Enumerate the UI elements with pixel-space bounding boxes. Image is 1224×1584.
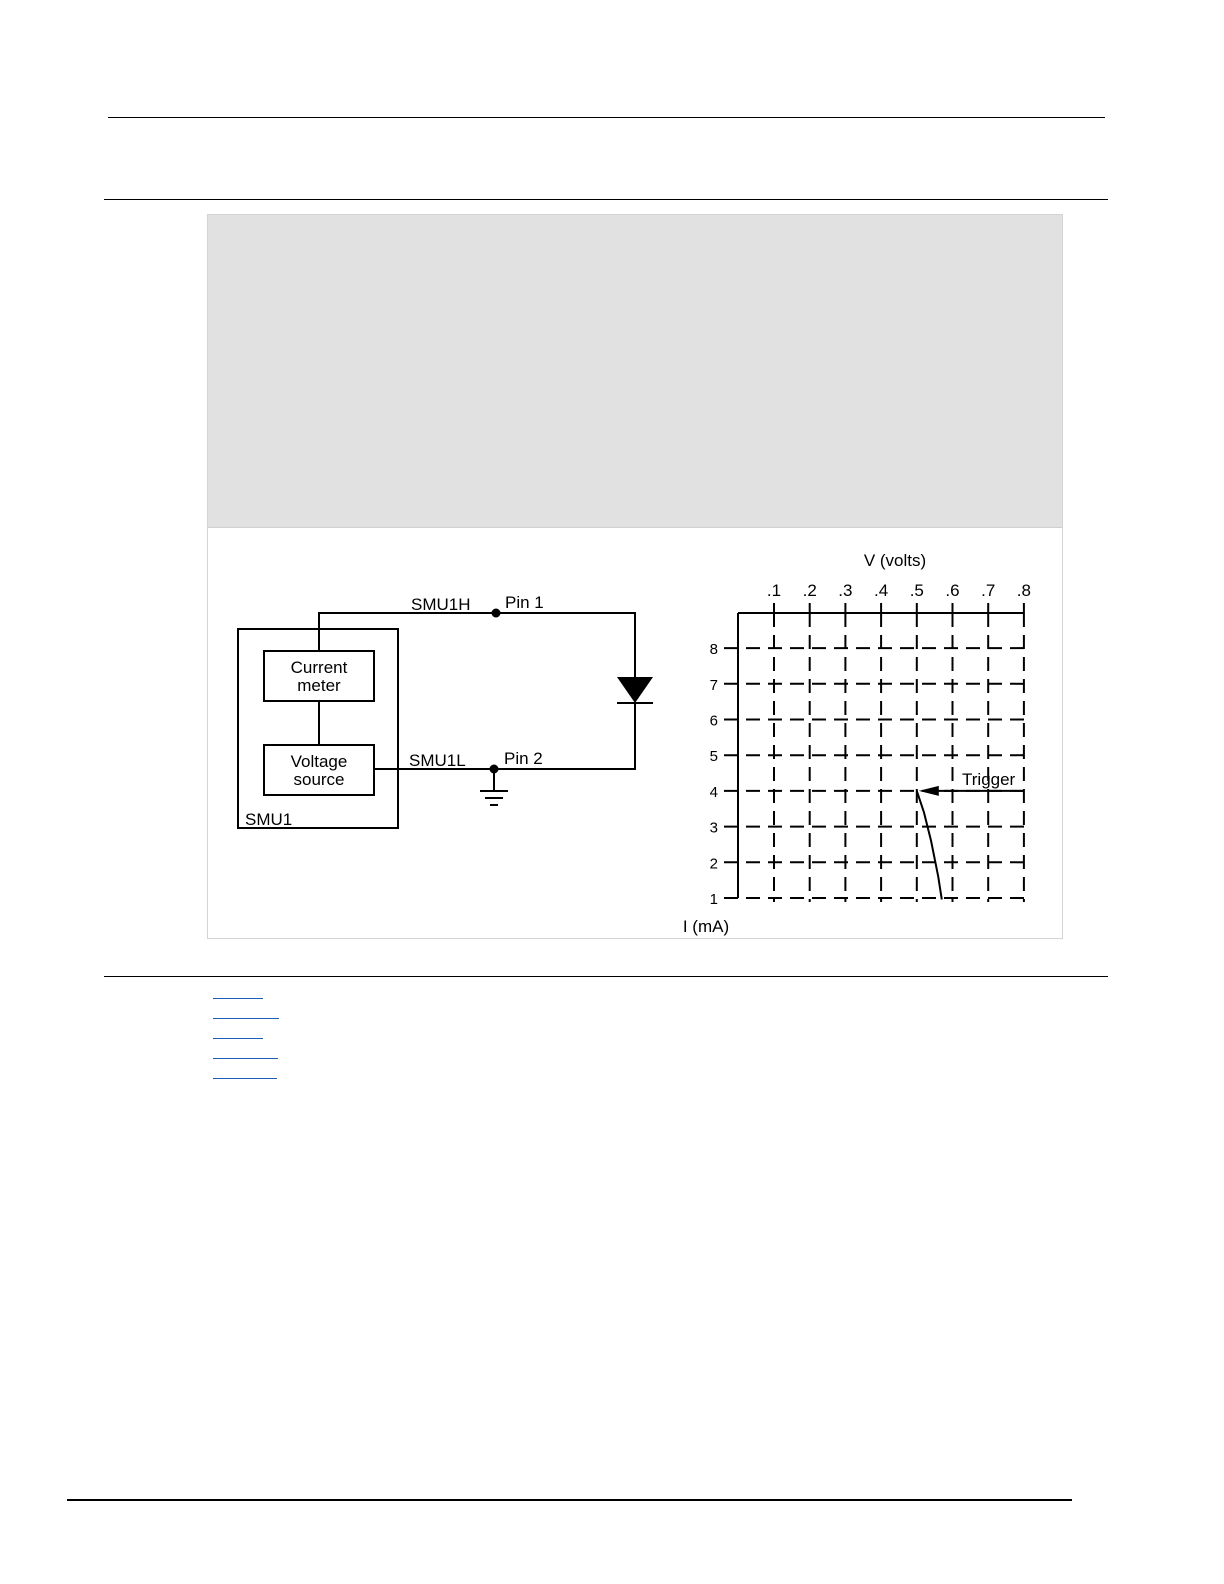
smu-label: SMU1 xyxy=(245,810,293,829)
circuit-schematic xyxy=(238,613,653,828)
x-tick-label: .7 xyxy=(981,581,996,600)
header-rule xyxy=(108,117,1105,118)
y-tick-label: 8 xyxy=(709,641,718,659)
footer-rule xyxy=(67,1499,1072,1501)
section-rule-top xyxy=(104,199,1108,200)
related-link-4[interactable] xyxy=(213,1058,278,1059)
y-tick-label: 7 xyxy=(709,676,718,694)
x-tick-label: .5 xyxy=(909,581,924,600)
y-tick-label: 4 xyxy=(709,783,718,801)
y-tick-label: 6 xyxy=(709,712,718,730)
x-tick-label: .4 xyxy=(874,581,889,600)
iv-plot xyxy=(710,581,1031,908)
y-tick-label: 5 xyxy=(709,748,718,766)
x-tick-label: .1 xyxy=(766,581,782,600)
y-tick-label: 1 xyxy=(709,891,718,908)
figure-svg xyxy=(208,215,1064,940)
voltage-source-label-1: Voltage xyxy=(290,752,348,771)
x-axis-title: V (volts) xyxy=(863,551,927,570)
pin1-node xyxy=(492,609,501,618)
current-meter-label-1: Current xyxy=(290,658,348,677)
related-link-3[interactable] xyxy=(213,1038,263,1039)
related-links xyxy=(213,998,279,1098)
section-rule-bottom xyxy=(104,976,1108,977)
x-tick-label: .3 xyxy=(838,581,853,600)
iv-curve xyxy=(917,791,942,900)
y-tick-label: 2 xyxy=(709,855,718,873)
trigger-label: Trigger xyxy=(962,770,1016,789)
x-tick-label: .6 xyxy=(945,581,960,600)
pin2-node xyxy=(490,765,499,774)
smu-low-label: SMU1L xyxy=(409,751,466,770)
related-link-1[interactable] xyxy=(213,998,263,999)
diode-icon xyxy=(617,677,653,703)
current-meter-label-2: meter xyxy=(297,676,341,695)
x-tick-label: .8 xyxy=(1016,581,1031,600)
y-axis-title: I (mA) xyxy=(682,917,730,936)
x-tick-label: .2 xyxy=(802,581,817,600)
pin2-label: Pin 2 xyxy=(504,749,543,768)
y-tick-label: 3 xyxy=(709,819,718,837)
related-link-5[interactable] xyxy=(213,1078,277,1079)
voltage-source-label-2: source xyxy=(293,770,345,789)
smu-high-label: SMU1H xyxy=(411,595,471,614)
figure-frame xyxy=(207,214,1063,939)
trigger-arrow-icon xyxy=(919,786,939,796)
high-wire xyxy=(319,613,635,677)
pin1-label: Pin 1 xyxy=(505,593,544,612)
related-link-2[interactable] xyxy=(213,1018,279,1019)
